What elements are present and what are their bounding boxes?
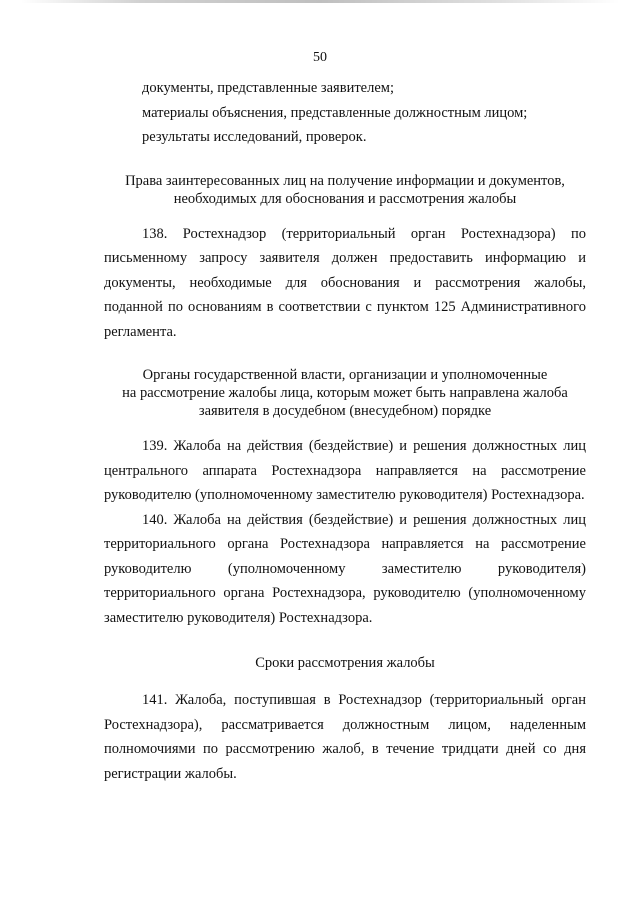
scan-edge-shadow [20, 0, 620, 3]
paragraph-140: 140. Жалоба на действия (бездействие) и решения должностных лиц территориального органа Ростехнадзора направляется на рассмотрение руководителю (уполномоченному заместителю руководителя) территориального органа Ростехнадзора, руководителю (уполномоченному заместителю руководителя) Ростехнадзора. [104, 511, 586, 626]
list-item: материалы объяснения, представленные должностным лицом; [142, 104, 528, 121]
heading-line: на рассмотрение жалобы лица, которым может быть направлена жалоба [122, 385, 568, 401]
section-heading-rights [104, 172, 586, 208]
section-heading-authorities [104, 366, 586, 420]
document-body [104, 76, 586, 786]
paragraph-138: 138. Ростехнадзор (территориальный орган Ростехнадзора) по письменному запросу заявителя должен предоставить информацию и документы, необходимые для обоснования и рассмотрения жалобы, поданной по основаниям в соответствии с пунктом 125 Административного регламента. [104, 225, 586, 340]
list-item: документы, представленные заявителем; [142, 80, 394, 96]
spacer [104, 208, 586, 222]
paragraph-141: 141. Жалоба, поступившая в Ростехнадзор (территориальный орган Ростехнадзора), рассматривается должностным лицом, наделенным полномочиями по рассмотрению жалоб, в течение тридцати дней со дня регистрации жалобы. [104, 692, 586, 782]
spacer [104, 672, 586, 688]
heading-line: Сроки рассмотрения жалобы [255, 655, 435, 671]
spacer [104, 420, 586, 434]
heading-line: необходимых для обоснования и рассмотрения жалобы [173, 190, 517, 207]
page-number: 50 [313, 50, 327, 65]
section-heading-deadlines [104, 654, 586, 672]
spacer [104, 630, 586, 654]
spacer [104, 150, 586, 172]
heading-line: Права заинтересованных лиц на получение информации и документов, [125, 172, 565, 189]
list-item: результаты исследований, проверок. [142, 129, 367, 145]
heading-line: заявителя в досудебном (внесудебном) порядке [198, 403, 492, 419]
spacer [104, 344, 586, 366]
paragraph-139: 139. Жалоба на действия (бездействие) и решения должностных лиц центрального аппарата Ростехнадзора направляется на рассмотрение руководителю (уполномоченному заместителю руководителя) Ростехнадзора. [104, 438, 586, 503]
heading-line: Органы государственной власти, организации и уполномоченные [142, 367, 548, 383]
